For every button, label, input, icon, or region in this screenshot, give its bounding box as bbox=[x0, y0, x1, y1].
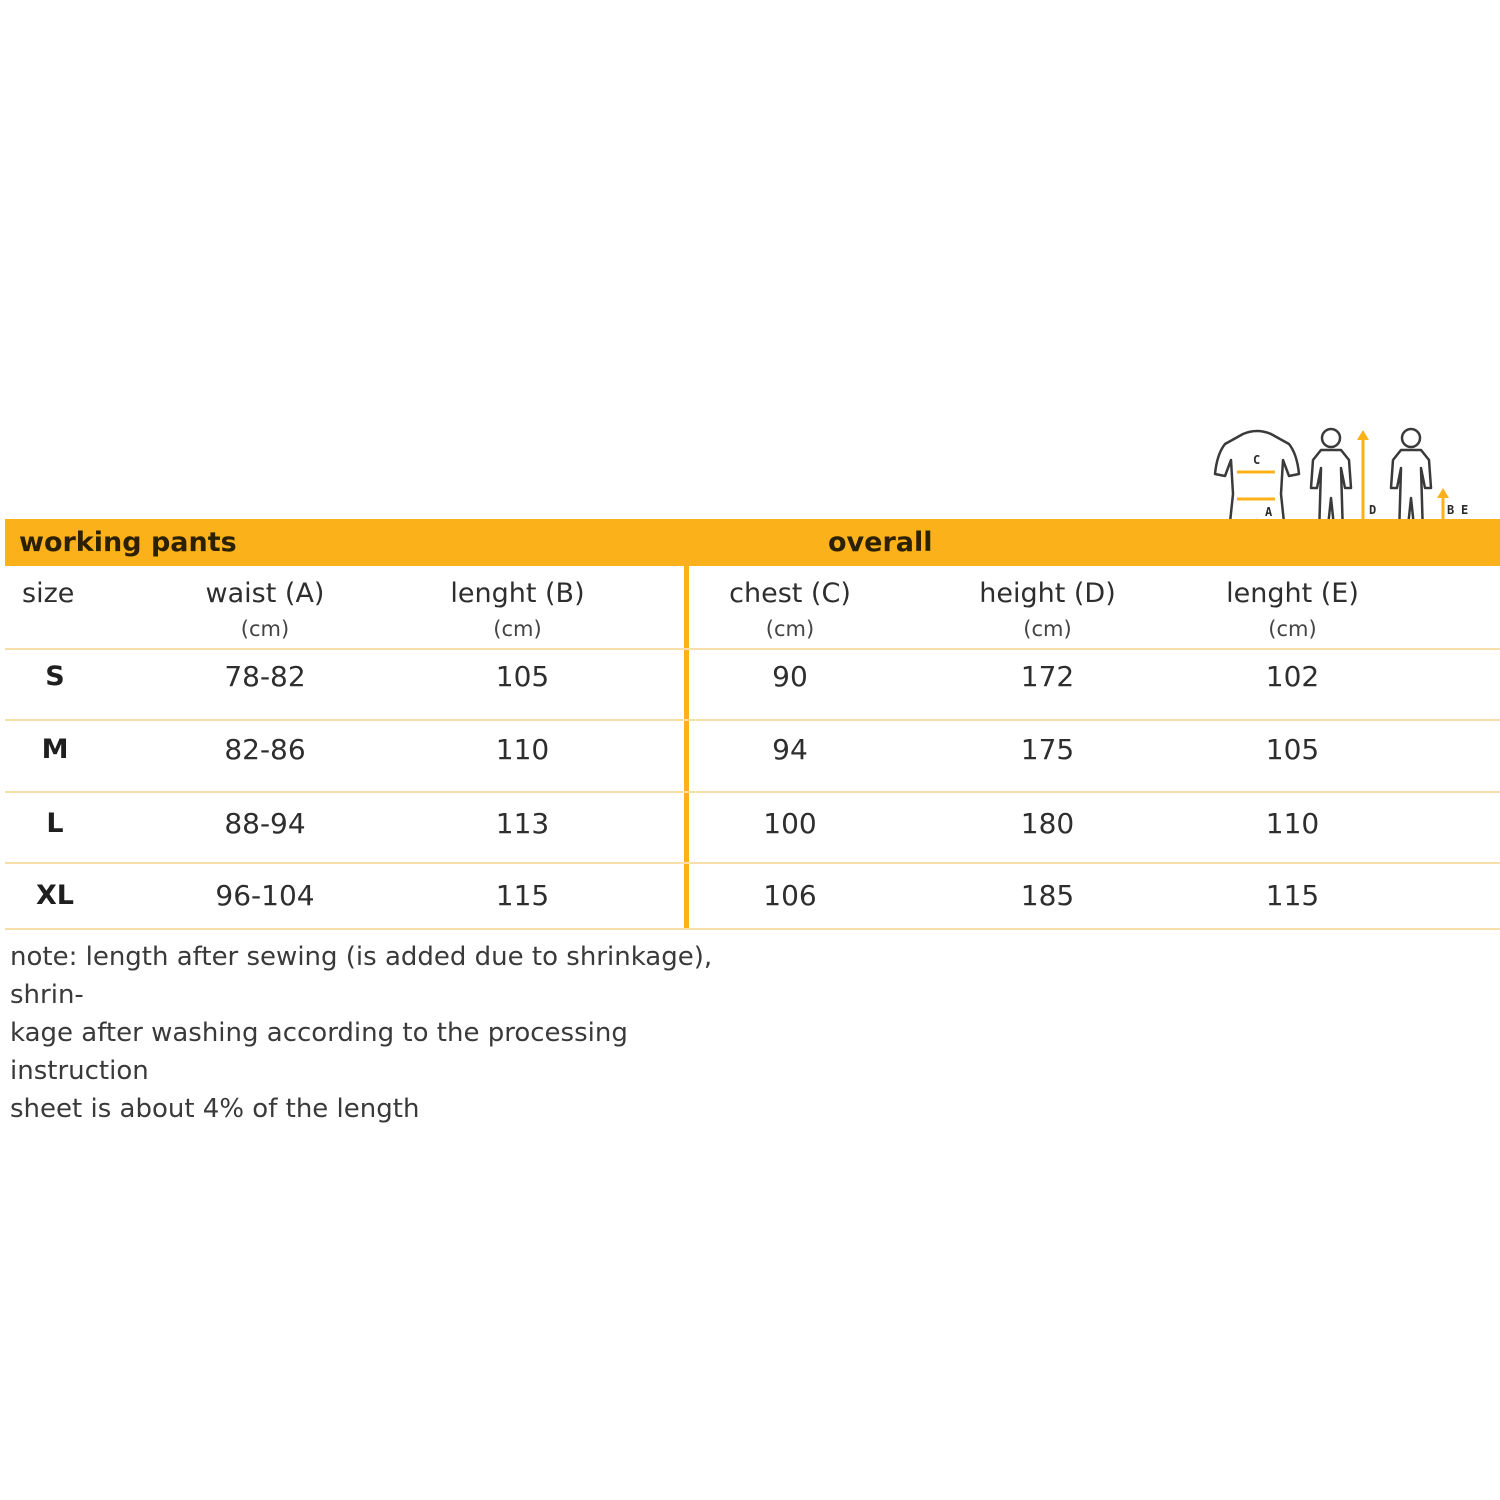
column-header-height: height (D) bbox=[979, 578, 1116, 609]
pants-length-cell: 115 bbox=[495, 879, 550, 912]
note-line: kage after washing according to the processing instruction bbox=[10, 1018, 628, 1086]
row-divider bbox=[5, 648, 1500, 650]
label-c: C bbox=[1253, 453, 1261, 467]
column-unit-overall-length: (cm) bbox=[1268, 617, 1317, 641]
row-divider bbox=[5, 928, 1500, 930]
row-divider bbox=[5, 862, 1500, 864]
chest-cell: 94 bbox=[772, 733, 808, 766]
note-line: note: length after sewing (is added due to shrinkage), shrin- bbox=[10, 942, 713, 1010]
chest-cell: 90 bbox=[772, 660, 808, 693]
column-header-pants-length: lenght (B) bbox=[450, 578, 585, 609]
column-unit-height: (cm) bbox=[1023, 617, 1072, 641]
column-header-size: size bbox=[22, 578, 75, 609]
label-a: A bbox=[1265, 505, 1273, 519]
overall-length-cell: 102 bbox=[1265, 660, 1320, 693]
waist-cell: 82-86 bbox=[224, 733, 306, 766]
section-divider bbox=[684, 566, 689, 930]
column-unit-waist: (cm) bbox=[240, 617, 290, 641]
label-d: D bbox=[1369, 503, 1377, 517]
overall-length-cell: 115 bbox=[1265, 879, 1320, 912]
column-unit-chest: (cm) bbox=[765, 617, 815, 641]
size-cell: S bbox=[45, 661, 65, 692]
column-header-waist: waist (A) bbox=[205, 578, 325, 609]
height-cell: 172 bbox=[1020, 660, 1075, 693]
chest-cell: 100 bbox=[763, 807, 817, 840]
working-pants-title: working pants bbox=[19, 527, 237, 558]
overall-length-cell: 105 bbox=[1265, 733, 1320, 766]
column-unit-pants-length: (cm) bbox=[493, 617, 542, 641]
column-header-overall-length: lenght (E) bbox=[1226, 578, 1359, 609]
chest-cell: 106 bbox=[763, 879, 817, 912]
label-e: E bbox=[1461, 503, 1469, 517]
section-header-band bbox=[5, 519, 1500, 566]
shrinkage-note bbox=[10, 938, 750, 1128]
pants-length-cell: 113 bbox=[495, 807, 550, 840]
size-cell: L bbox=[46, 808, 64, 839]
waist-cell: 88-94 bbox=[224, 807, 306, 840]
overall-length-cell: 110 bbox=[1265, 807, 1320, 840]
column-header-chest: chest (C) bbox=[729, 578, 851, 609]
size-cell: M bbox=[41, 734, 69, 765]
waist-cell: 96-104 bbox=[215, 879, 315, 912]
label-b: B bbox=[1447, 503, 1455, 517]
height-cell: 180 bbox=[1020, 807, 1075, 840]
height-cell: 175 bbox=[1020, 733, 1075, 766]
size-cell: XL bbox=[35, 880, 75, 911]
pants-length-cell: 105 bbox=[495, 660, 550, 693]
overall-title: overall bbox=[828, 527, 933, 558]
waist-cell: 78-82 bbox=[224, 660, 306, 693]
pants-length-cell: 110 bbox=[495, 733, 550, 766]
row-divider bbox=[5, 719, 1500, 721]
row-divider bbox=[5, 791, 1500, 793]
height-cell: 185 bbox=[1020, 879, 1075, 912]
note-line: sheet is about 4% of the length bbox=[10, 1094, 420, 1124]
